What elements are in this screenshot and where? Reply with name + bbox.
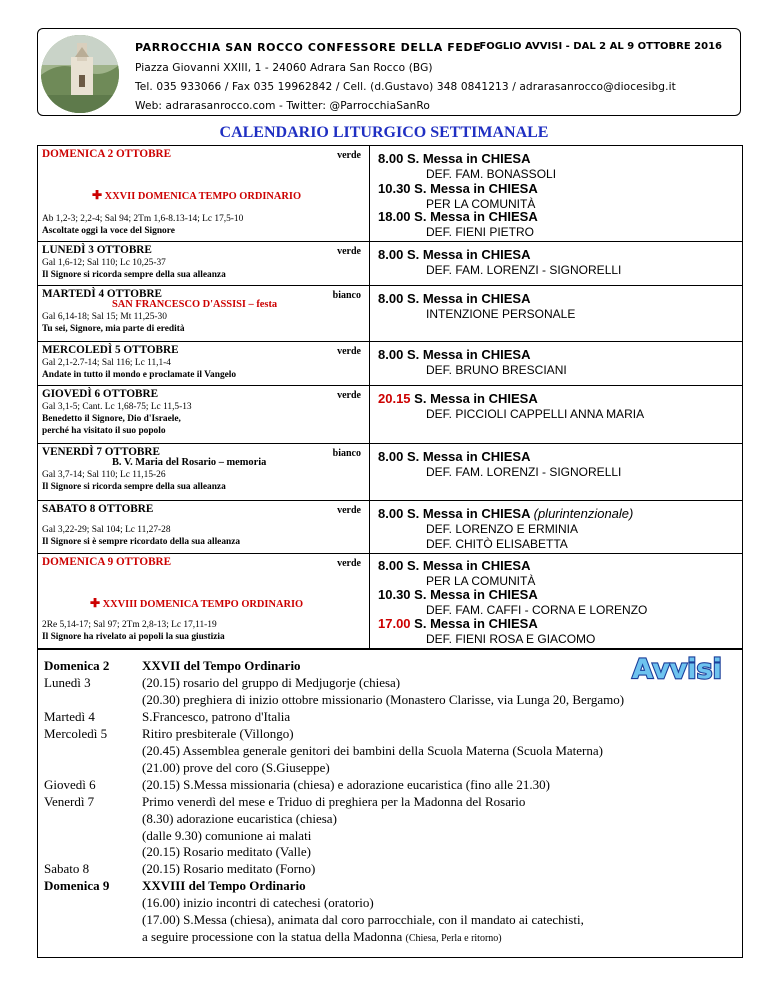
liturgical-color: verde xyxy=(337,150,361,161)
announcement-line: a seguire processione con la statua della Madonna (Chiesa, Perla e ritorno) xyxy=(142,929,502,944)
mass-intention: DEF. FIENI ROSA E GIACOMO xyxy=(426,632,596,646)
readings: 2Re 5,14-17; Sal 97; 2Tm 2,8-13; Lc 17,11-19 xyxy=(42,620,217,630)
mass-cell xyxy=(370,386,742,443)
day-cell xyxy=(38,501,370,553)
mass-entry: 8.00 S. Messa in CHIESA xyxy=(378,449,531,464)
announcement-day: Lunedì 3 xyxy=(44,675,91,690)
mass-intention: DEF. FAM. CAFFI - CORNA E LORENZO xyxy=(426,603,648,617)
mass-intention: DEF. FAM. LORENZI - SIGNORELLI xyxy=(426,263,622,277)
calendar-row xyxy=(38,342,742,386)
parish-header xyxy=(37,28,741,116)
mass-intention: DEF. CHITÒ ELISABETTA xyxy=(426,537,568,551)
day-cell xyxy=(38,342,370,385)
feast-name: B. V. Maria del Rosario – memoria xyxy=(112,457,267,468)
day-label: LUNEDÌ 3 OTTOBRE xyxy=(42,244,152,256)
avvisi-logo xyxy=(618,653,736,690)
liturgical-color: verde xyxy=(337,346,361,357)
day-label: MERCOLEDÌ 5 OTTOBRE xyxy=(42,344,179,356)
day-label: GIOVEDÌ 6 OTTOBRE xyxy=(42,388,159,400)
mass-entry: 8.00 S. Messa in CHIESA xyxy=(378,247,531,262)
bulletin-date-range: FOGLIO AVVISI - DAL 2 AL 9 OTTOBRE 2016 xyxy=(479,41,722,52)
liturgical-color: verde xyxy=(337,558,361,569)
church-photo xyxy=(41,35,119,113)
day-cell xyxy=(38,146,370,241)
calendar-row xyxy=(38,444,742,501)
feast-name: ✚ XXVII DOMENICA TEMPO ORDINARIO xyxy=(92,188,302,202)
psalm-response: Ascoltate oggi la voce del Signore xyxy=(42,226,175,236)
announcement-line: (dalle 9.30) comunione ai malati xyxy=(142,828,312,843)
announcement-line: XXVII del Tempo Ordinario xyxy=(142,658,301,673)
mass-entry: 18.00 S. Messa in CHIESA xyxy=(378,209,538,224)
announcement-line: (17.00) S.Messa (chiesa), animata dal coro parrocchiale, con il mandato ai catechisti, xyxy=(142,912,584,927)
day-label: SABATO 8 OTTOBRE xyxy=(42,503,154,515)
announcement-line: (16.00) inizio incontri di catechesi (oratorio) xyxy=(142,895,374,910)
liturgical-color: bianco xyxy=(332,448,361,459)
psalm-response: Il Signore si è sempre ricordato della sua alleanza xyxy=(42,537,241,547)
psalm-response: Tu sei, Signore, mia parte di eredità xyxy=(42,324,185,334)
mass-entry: 10.30 S. Messa in CHIESA xyxy=(378,587,538,602)
mass-intention: DEF. LORENZO E ERMINIA xyxy=(426,522,579,536)
parish-contacts: Tel. 035 933066 / Fax 035 19962842 / Cell. (d.Gustavo) 348 0841213 / adrarasanrocco@diocesibg.it xyxy=(135,81,676,93)
mass-entry: 8.00 S. Messa in CHIESA (plurintenzionale) xyxy=(378,506,634,521)
readings: Gal 1,6-12; Sal 110; Lc 10,25-37 xyxy=(42,258,166,268)
mass-entry: 8.00 S. Messa in CHIESA xyxy=(378,347,531,362)
mass-cell xyxy=(370,146,742,241)
readings: Gal 6,14-18; Sal 15; Mt 11,25-30 xyxy=(42,312,167,322)
calendar-row xyxy=(38,554,742,648)
readings: Ab 1,2-3; 2,2-4; Sal 94; 2Tm 1,6-8.13-14; Lc 17,5-10 xyxy=(42,214,244,224)
parish-address: Piazza Giovanni XXIII, 1 - 24060 Adrara San Rocco (BG) xyxy=(135,62,433,74)
announcement-line: (8.30) adorazione eucaristica (chiesa) xyxy=(142,811,337,826)
liturgical-color: verde xyxy=(337,246,361,257)
mass-intention: DEF. FAM. LORENZI - SIGNORELLI xyxy=(426,465,622,479)
announcement-day: Domenica 2 xyxy=(44,658,110,673)
calendar-row xyxy=(38,242,742,286)
day-label: MARTEDÌ 4 OTTOBRE xyxy=(42,288,162,300)
announcement-day: Sabato 8 xyxy=(44,861,90,876)
day-cell xyxy=(38,386,370,443)
mass-entry: 8.00 S. Messa in CHIESA xyxy=(378,558,531,573)
announcement-line: (21.00) prove del coro (S.Giuseppe) xyxy=(142,760,330,775)
announcements-box xyxy=(37,649,743,958)
announcement-line: Primo venerdì del mese e Triduo di preghiera per la Madonna del Rosario xyxy=(142,794,526,809)
mass-intention: INTENZIONE PERSONALE xyxy=(426,307,576,321)
psalm-response: Il Signore si ricorda sempre della sua alleanza xyxy=(42,270,226,280)
day-cell xyxy=(38,554,370,648)
calendar-row xyxy=(38,286,742,342)
readings: Gal 3,1-5; Cant. Lc 1,68-75; Lc 11,5-13 xyxy=(42,402,192,412)
announcement-line: (20.15) S.Messa missionaria (chiesa) e adorazione eucaristica (fino alle 21.30) xyxy=(142,777,550,792)
announcement-day: Martedì 4 xyxy=(44,709,95,724)
liturgical-color: bianco xyxy=(332,290,361,301)
mass-entry: 17.00 S. Messa in CHIESA xyxy=(378,616,538,631)
calendar-row xyxy=(38,146,742,242)
day-cell xyxy=(38,444,370,500)
feast-name: SAN FRANCESCO D'ASSISI – festa xyxy=(112,299,278,310)
mass-intention: DEF. PICCIOLI CAPPELLI ANNA MARIA xyxy=(426,407,645,421)
calendar-row xyxy=(38,386,742,444)
liturgical-calendar xyxy=(37,145,743,649)
calendar-title: CALENDARIO LITURGICO SETTIMANALE xyxy=(219,124,549,141)
mass-intention: PER LA COMUNITÀ xyxy=(426,574,536,588)
psalm-response: perché ha visitato il suo popolo xyxy=(42,426,166,436)
announcement-line: (20.15) Rosario meditato (Forno) xyxy=(142,861,316,876)
mass-intention: DEF. FIENI PIETRO xyxy=(426,225,535,239)
mass-entry: 8.00 S. Messa in CHIESA xyxy=(378,291,531,306)
announcement-day: Venerdì 7 xyxy=(44,794,95,809)
mass-intention: DEF. FAM. BONASSOLI xyxy=(426,167,557,181)
announcement-line: S.Francesco, patrono d'Italia xyxy=(142,709,291,724)
cross-icon: ✚ xyxy=(92,188,103,202)
psalm-response: Il Signore ha rivelato ai popoli la sua giustizia xyxy=(42,632,225,642)
mass-cell xyxy=(370,342,742,385)
day-label: DOMENICA 2 OTTOBRE xyxy=(42,148,172,160)
mass-cell xyxy=(370,242,742,285)
svg-text:Avvisi: Avvisi xyxy=(632,654,722,685)
readings: Gal 3,7-14; Sal 110; Lc 11,15-26 xyxy=(42,470,166,480)
mass-cell xyxy=(370,444,742,500)
day-label: VENERDÌ 7 OTTOBRE xyxy=(42,446,160,458)
announcement-day: Domenica 9 xyxy=(44,878,110,893)
mass-cell xyxy=(370,501,742,553)
mass-entry: 8.00 S. Messa in CHIESA xyxy=(378,151,531,166)
announcement-line: XXVIII del Tempo Ordinario xyxy=(142,878,306,893)
psalm-response: Benedetto il Signore, Dio d'Israele, xyxy=(42,414,181,424)
day-label: DOMENICA 9 OTTOBRE xyxy=(42,556,172,568)
feast-name: ✚ XXVIII DOMENICA TEMPO ORDINARIO xyxy=(90,596,304,610)
mass-intention: PER LA COMUNITÀ xyxy=(426,197,536,211)
liturgical-color: verde xyxy=(337,390,361,401)
announcement-line: (20.15) rosario del gruppo di Medjugorje (chiesa) xyxy=(142,675,401,690)
mass-entry: 20.15 S. Messa in CHIESA xyxy=(378,391,538,406)
mass-cell xyxy=(370,554,742,648)
mass-cell xyxy=(370,286,742,341)
readings: Gal 3,22-29; Sal 104; Lc 11,27-28 xyxy=(42,525,171,535)
day-cell xyxy=(38,242,370,285)
parish-web: Web: adrarasanrocco.com - Twitter: @ParrocchiaSanRo xyxy=(135,100,430,112)
day-cell xyxy=(38,286,370,341)
calendar-row xyxy=(38,501,742,554)
mass-intention: DEF. BRUNO BRESCIANI xyxy=(426,363,567,377)
announcement-line: (20.30) preghiera di inizio ottobre missionario (Monastero Clarisse, via Lunga 20, Bergamo) xyxy=(142,692,625,707)
announcement-line: (20.45) Assemblea generale genitori dei bambini della Scuola Materna (Scuola Materna) xyxy=(142,743,603,758)
procession-route: (Chiesa, Perla e ritorno) xyxy=(405,933,502,944)
psalm-response: Andate in tutto il mondo e proclamate il Vangelo xyxy=(42,370,237,380)
readings: Gal 2,1-2.7-14; Sal 116; Lc 11,1-4 xyxy=(42,358,171,368)
parish-name: PARROCCHIA SAN ROCCO CONFESSORE DELLA FEDE xyxy=(135,41,482,54)
mass-entry: 10.30 S. Messa in CHIESA xyxy=(378,181,538,196)
announcement-line: (20.15) Rosario meditato (Valle) xyxy=(142,844,311,859)
announcement-day: Mercoledì 5 xyxy=(44,726,108,741)
announcement-day: Giovedì 6 xyxy=(44,777,96,792)
announcement-line: Ritiro presbiterale (Villongo) xyxy=(142,726,294,741)
cross-icon: ✚ xyxy=(90,596,101,610)
psalm-response: Il Signore si ricorda sempre della sua alleanza xyxy=(42,482,226,492)
liturgical-color: verde xyxy=(337,505,361,516)
